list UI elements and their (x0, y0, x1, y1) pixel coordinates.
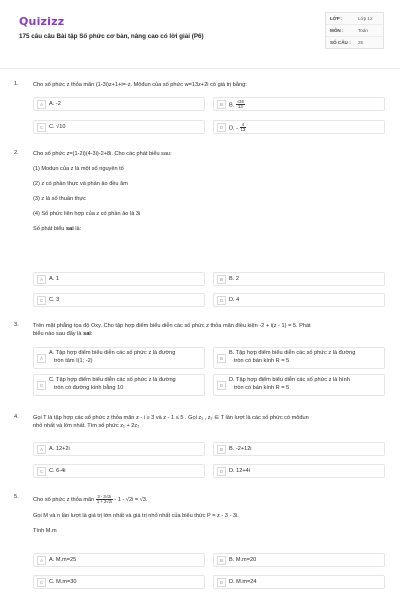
option-b[interactable] (213, 553, 385, 567)
option-text: C. 6-4i (49, 468, 66, 474)
option-text (229, 123, 246, 133)
question-line-2: Gọi M và n lần lượt là giá trị lớn nhất và giá trị nhỏ nhất của biểu thức P = z - 3 - 3i. (33, 513, 239, 519)
option-b[interactable] (213, 97, 385, 111)
option-d[interactable] (213, 120, 385, 134)
option-letter: D (217, 467, 226, 476)
option-line-2: tròn có bán kính R = 5 (234, 358, 290, 364)
option-letter: A (37, 556, 46, 565)
option-text: A. M.m=25 (49, 557, 77, 563)
option-text: B. M.m=20 (229, 557, 257, 563)
option-c[interactable] (33, 293, 205, 307)
fraction-numerator: 3 - 3√2i (97, 493, 112, 499)
quizizz-logo: Quizizz (19, 15, 65, 28)
question-text (33, 322, 388, 338)
header-divider (0, 68, 400, 69)
meta-value: Toán (358, 28, 368, 33)
meta-value: 25 (358, 40, 364, 45)
option-letter: B (217, 100, 226, 109)
question-number: 1. (14, 81, 19, 87)
question-line-1 (33, 494, 388, 506)
question-text (33, 494, 388, 535)
statement-4: (4) Số phức liên hợp của z có phần ảo là 3i (33, 211, 141, 217)
option-c[interactable] (33, 464, 205, 478)
line-suffix: - 1 - √2i = √3. (114, 497, 148, 503)
option-letter: B (217, 275, 226, 284)
option-line-1: B. Tập hợp điểm biểu diễn các số phức z là đường (229, 350, 356, 356)
option-letter: B (217, 354, 226, 363)
question-stem: Cho số phức z=(1-2i)(4-3i)-2+8i. Cho các phát biểu sau: (33, 151, 172, 157)
meta-value: Lớp 12 (358, 16, 373, 21)
option-letter: D (217, 578, 226, 587)
fraction-denominator: 13 (238, 104, 243, 110)
option-b[interactable] (213, 442, 385, 456)
option-letter: C (37, 578, 46, 587)
statement-2: (2) z có phần thực và phần ảo đều âm (33, 181, 128, 187)
page-title: 175 câu câu Bài tập Số phức cơ bản, nâng cao có lời giải (P6) (19, 33, 204, 40)
option-prefix: B. (229, 102, 235, 109)
option-d[interactable] (213, 464, 385, 478)
prompt-prefix: Số phát biểu (33, 226, 66, 232)
meta-key: MÔN : (330, 28, 344, 33)
option-text (49, 376, 176, 392)
option-text: A. 12+2i (49, 446, 70, 452)
meta-box (325, 12, 384, 49)
prompt-suffix: là: (73, 226, 82, 232)
question-fraction (96, 495, 113, 505)
option-text: C. 3 (49, 297, 60, 303)
option-text: D. 4 (229, 297, 240, 303)
statement-1: (1) Modun của z là một số nguyên tố (33, 166, 124, 172)
option-a[interactable] (33, 97, 205, 111)
option-fraction (236, 100, 245, 110)
option-text: A. -2 (49, 101, 61, 107)
option-letter: D (217, 381, 226, 390)
option-text: A. 1 (49, 276, 59, 282)
option-letter: A (37, 354, 46, 363)
question-line-1: Gọi T là tập hợp các số phức z thỏa mãn z - i ≥ 3 và z - 1 ≤ 5 . Gọi z₁ , z₂ ∈ T lần lượt là các số phức có môđun (33, 415, 309, 421)
option-letter: D (217, 296, 226, 305)
option-prefix: D. - (229, 125, 239, 132)
option-a[interactable] (33, 272, 205, 286)
option-text: B. 2 (229, 276, 239, 282)
question-line-3: Tính M.m (33, 528, 57, 534)
option-letter: B (217, 445, 226, 454)
option-text: D. M.m=24 (229, 579, 257, 585)
option-letter: C (37, 123, 46, 132)
option-fraction (240, 123, 247, 133)
option-text (49, 349, 175, 365)
meta-key: SỐ CÂU : (330, 40, 351, 45)
fraction-denominator: 1 + 2√2i (96, 499, 112, 505)
option-text: B. -2+12i (229, 446, 252, 452)
question-number: 5. (14, 494, 19, 500)
option-line-2: tròn có đường kính bằng 10 (54, 385, 124, 391)
option-a[interactable] (33, 442, 205, 456)
question-line-2: nhỏ nhất và lớn nhất. Tìm số phức z₁ + 2z₂ (33, 423, 140, 429)
option-d[interactable] (213, 575, 385, 589)
option-letter: C (37, 467, 46, 476)
option-letter: B (217, 556, 226, 565)
question-text (33, 150, 388, 233)
fraction-numerator: 4 (240, 123, 247, 128)
question-text (33, 414, 388, 430)
option-letter: C (37, 381, 46, 390)
option-letter: D (217, 123, 226, 132)
option-line-2: tròn tâm I(1; -2) (54, 358, 93, 364)
line-bold: sai (83, 331, 91, 337)
option-text: C. √10 (49, 124, 66, 130)
option-d[interactable] (213, 293, 385, 307)
question-prompt (33, 225, 388, 233)
option-letter: A (37, 445, 46, 454)
option-letter: A (37, 100, 46, 109)
meta-key: LỚP : (330, 16, 343, 21)
option-d[interactable] (213, 374, 385, 396)
question-number: 2. (14, 150, 19, 156)
statement-3: (3) z là số thuần thực (33, 196, 86, 202)
option-text (229, 376, 350, 392)
option-text: D. 12+4i (229, 468, 250, 474)
option-line-2: tròn có bán kính R = 5 (234, 385, 290, 391)
option-c[interactable] (33, 575, 205, 589)
meta-row-class (326, 13, 383, 25)
option-letter: A (37, 275, 46, 284)
meta-row-subject (326, 25, 383, 37)
option-line-1: A. Tập hợp điểm biểu diễn các số phức z là đường (49, 350, 176, 356)
fraction-numerator: √26 (236, 99, 244, 104)
question-line-2 (33, 330, 388, 338)
option-letter: C (37, 296, 46, 305)
question-line-1: Trên mặt phẳng tọa độ Oxy. Cho tập hợp điểm biểu diễn các số phức z thỏa mãn điều kiện -2 + i(z - 1) = 5. Phát (33, 323, 311, 329)
prompt-bold: sai (65, 226, 74, 232)
option-a[interactable] (33, 347, 205, 369)
option-text: C. M.m=30 (49, 579, 77, 585)
option-b[interactable] (213, 347, 385, 369)
meta-row-count (326, 37, 383, 48)
fraction-denominator: 13 (240, 127, 246, 133)
option-b[interactable] (213, 272, 385, 286)
option-c[interactable] (33, 374, 205, 396)
option-a[interactable] (33, 553, 205, 567)
question-number: 4. (14, 414, 19, 420)
option-text (229, 100, 245, 110)
option-line-1: D. Tập hợp điểm biểu diễn các số phức z là hình (229, 377, 350, 383)
line-suffix: : (90, 331, 93, 337)
question-number: 3. (14, 322, 19, 328)
option-line-1: C. Tập hợp điểm biểu diễn các số phức z là đường (49, 377, 176, 383)
question-text: Cho số phức z thỏa mãn (1-3i)z+1+i=-z. Môđun của số phức w=13z+2i có giá trị bằng: (33, 82, 247, 88)
line-prefix: Cho số phức z thỏa mãn (33, 497, 95, 503)
option-text (229, 349, 355, 365)
line-prefix: biểu nào sau đây là (33, 331, 84, 337)
option-c[interactable] (33, 120, 205, 134)
